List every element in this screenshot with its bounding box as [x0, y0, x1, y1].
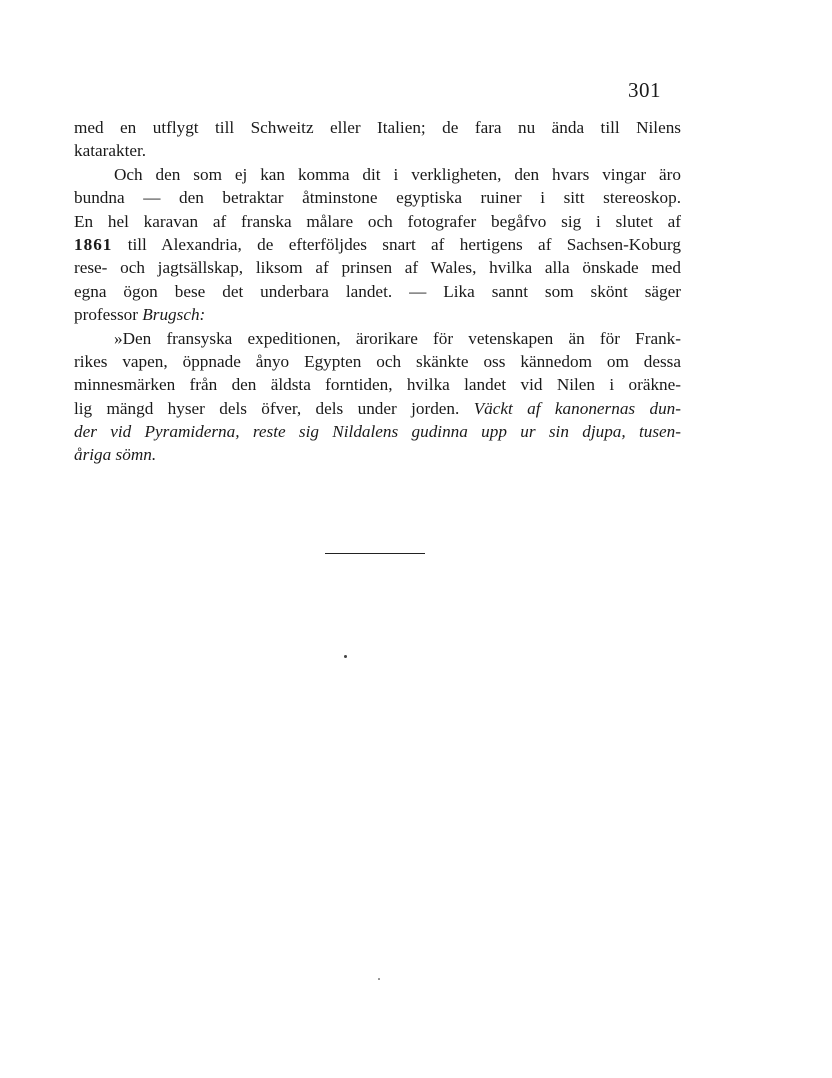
- text-line: »Den fransyska expeditionen, ärorikare för vetenskapen än för Frank-: [114, 328, 681, 348]
- author-name: Brugsch:: [142, 305, 206, 325]
- text-line: En hel karavan af franska målare och fotografer begåfvo sig i slutet af: [74, 211, 681, 231]
- text-line: lig mängd hyser dels öfver, dels under jorden. Väckt af kanonernas dun-: [74, 398, 681, 418]
- text-line: rikes vapen, öppnade ånyo Egypten och skänkte oss kännedom om dessa: [74, 351, 681, 371]
- text-line: [74, 443, 681, 466]
- year: 1861: [74, 234, 113, 254]
- text-line: minnesmärken från den äldsta forntiden, hvilka landet vid Nilen i oräkne-: [74, 375, 681, 395]
- quote-italic: der vid Pyramiderna, reste sig Nildalens gudinna upp ur sin djupa, tusen-: [74, 422, 681, 442]
- text-line: bundna — den betraktar åtminstone egyptiska ruiner i sitt stereoskop.: [74, 188, 681, 208]
- text-line: med en utflygt till Schweitz eller Italien; de fara nu ända till Nilens: [74, 118, 681, 137]
- page-number: 301: [628, 78, 661, 102]
- ink-speck: [344, 655, 347, 658]
- text-line: 1861 till Alexandria, de efterföljdes snart af hertigens af Sachsen-Koburg: [74, 234, 681, 254]
- text-line: [74, 420, 681, 443]
- text-line: katarakter.: [74, 141, 147, 161]
- ink-speck: [378, 978, 380, 980]
- section-divider: [325, 553, 425, 554]
- quote-italic: Väckt af kanonernas dun-: [473, 398, 681, 418]
- text-line: rese- och jagtsällskap, liksom af prinsen af Wales, hvilka alla önskade med: [74, 258, 681, 278]
- body-text: [74, 116, 681, 467]
- text-line: Och den som ej kan komma dit i verkligheten, den hvars vingar äro: [114, 164, 681, 184]
- quote-italic: åriga sömn.: [74, 445, 157, 465]
- text-line: egna ögon bese det underbara landet. — Lika sannt som skönt säger: [74, 281, 681, 301]
- text-line: professor Brugsch:: [74, 305, 206, 325]
